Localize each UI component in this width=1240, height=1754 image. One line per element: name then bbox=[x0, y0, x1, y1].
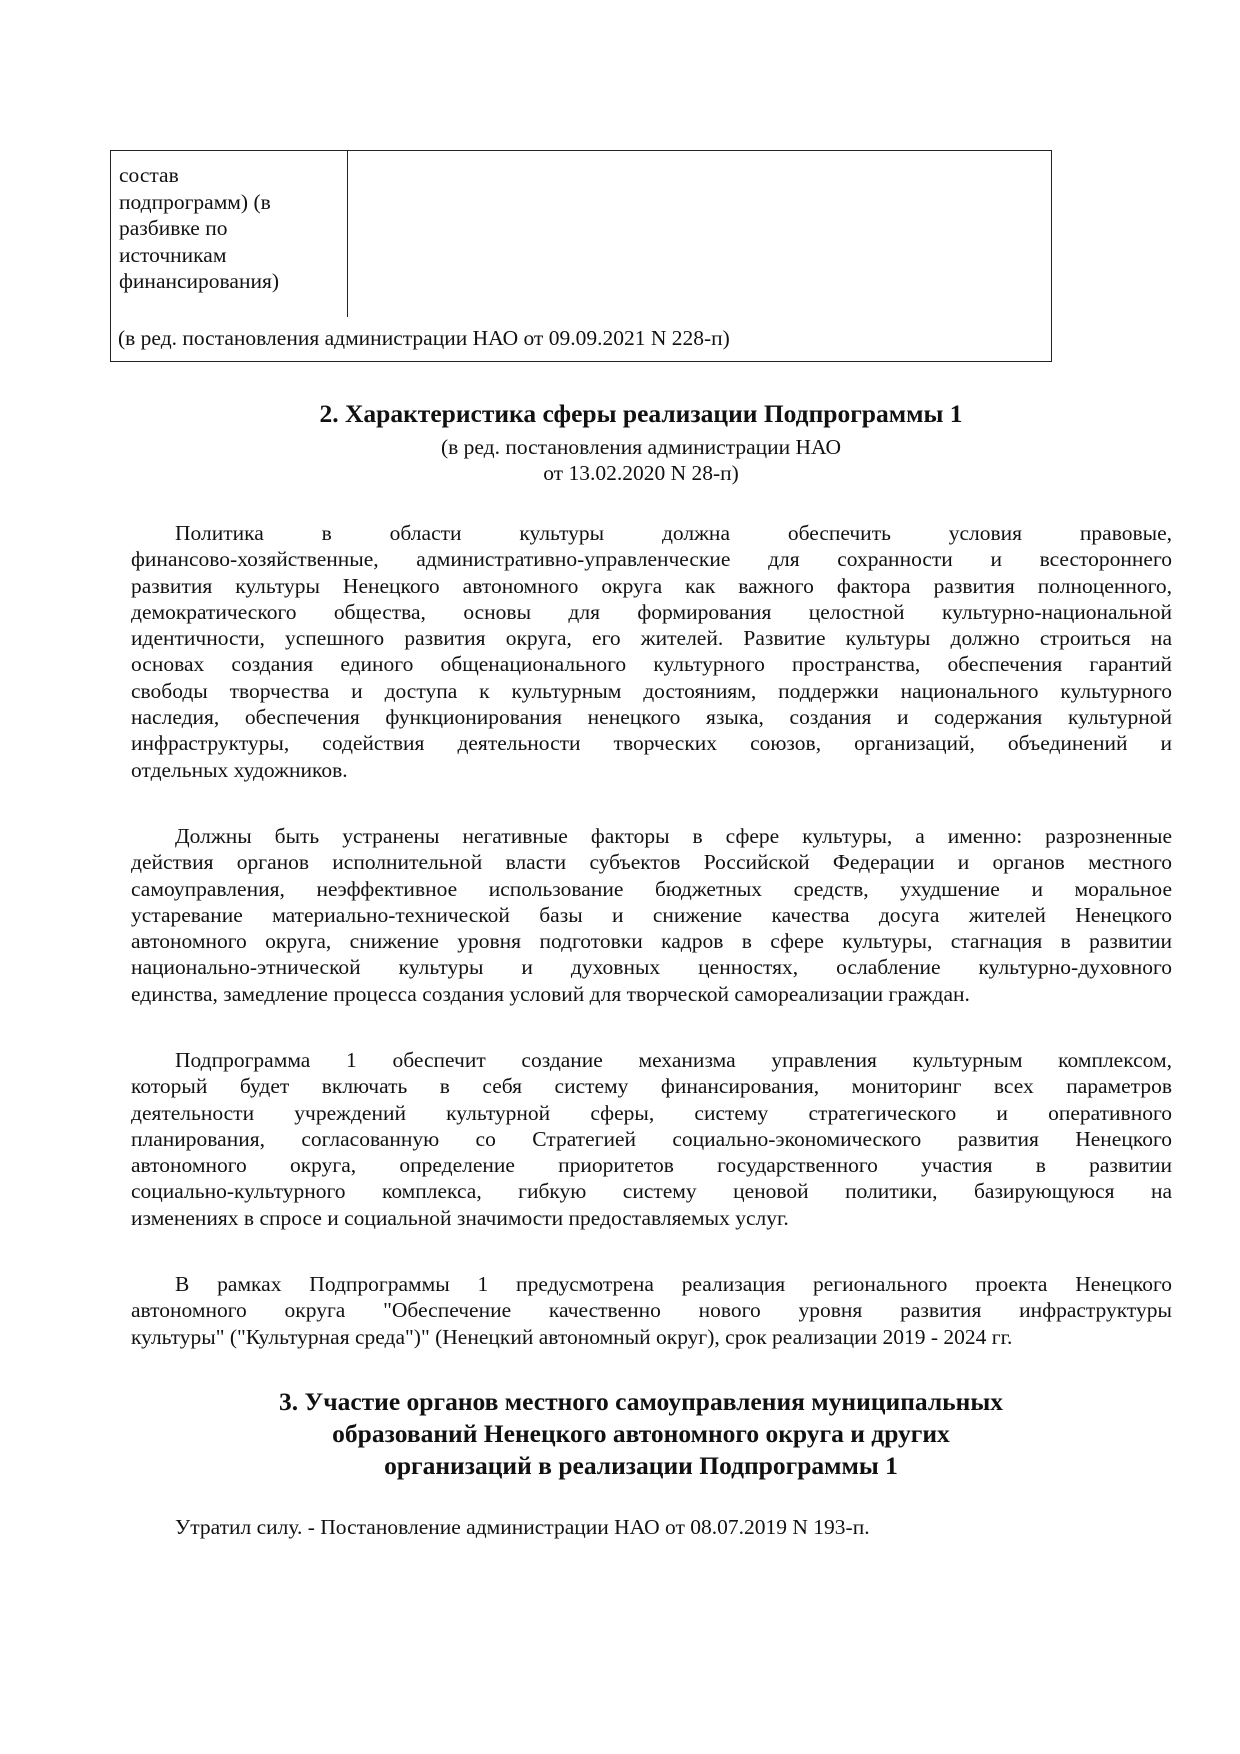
paragraph-3: Подпрограмма 1 обеспечит создание механизма управления культурным комплексом, который будет включать в себя систему финансирования, мониторинг всех параметров деятельности учреждений культурной сферы, систему стратегического и оперативного планирования, согласованную со Стратегией социально-экономического развития Ненецкого автономного округа, определение приоритетов государственного участия в развитии социально-культурного комплекса, гибкую систему ценовой политики, базирующуюся на изменениях в спросе и социальной значимости предоставляемых услуг. bbox=[131, 1048, 1172, 1230]
cell-line: подпрограмм) (в bbox=[119, 189, 271, 214]
paragraph-1: Политика в области культуры должна обеспечить условия правовые, финансово-хозяйственные, административно-управленческие для сохранности и всестороннего развития культуры Ненецкого автономного округа как важного фактора развития полноценного, демократического общества, основы для формирования целостной культурно-национальной идентичности, успешного развития округа, его жителей. Развитие культуры должно строиться на основах создания единого общенационального культурного пространства, обеспечения гарантий свободы творчества и доступа к культурным достояниям, поддержки национального культурного наследия, обеспечения функционирования ненецкого языка, создания и содержания культурной инфраструктуры, содействия деятельности творческих союзов, организаций, объединений и отдельных художников. bbox=[131, 521, 1172, 782]
table-divider bbox=[347, 151, 348, 317]
cell-line: состав bbox=[119, 163, 179, 187]
section-3-title: 3. Участие органов местного самоуправления муниципальных образований Ненецкого автономного округа и других организаций в реализации Подпрограммы 1 bbox=[278, 1387, 1004, 1480]
section-2-amendment-note: (в ред. постановления администрации НАО от 13.02.2020 N 28-п) bbox=[440, 435, 842, 485]
section-3-text: Утратил силу. - Постановление администрации НАО от 08.07.2019 N 193-п. bbox=[175, 1515, 870, 1539]
table-left-cell bbox=[119, 162, 339, 295]
table-amendment-note: (в ред. постановления администрации НАО от 09.09.2021 N 228-п) bbox=[118, 326, 730, 350]
paragraph-2: Должны быть устранены негативные факторы в сфере культуры, а именно: разрозненные действия органов исполнительной власти субъектов Российской Федерации и органов местного самоуправления, неэффективное использование бюджетных средств, ухудшение и моральное устаревание материально-технической базы и снижение качества досуга жителей Ненецкого автономного округа, снижение уровня подготовки кадров в сфере культуры, стагнация в развитии национально-этнической культуры и духовных ценностях, ослабление культурно-духовного единства, замедление процесса создания условий для творческой самореализации граждан. bbox=[131, 824, 1172, 1006]
paragraph-4: В рамках Подпрограммы 1 предусмотрена реализация регионального проекта Ненецкого автономного округа "Обеспечение качественно нового уровня развития инфраструктуры культуры" ("Культурная среда")" (Ненецкий автономный округ), срок реализации 2019 - 2024 гг. bbox=[131, 1272, 1172, 1349]
cell-line: разбивке по bbox=[119, 216, 228, 240]
passport-table bbox=[110, 150, 1052, 362]
cell-line: финансирования) bbox=[119, 269, 280, 293]
section-2-title: 2. Характеристика сферы реализации Подпрограммы 1 bbox=[319, 399, 963, 428]
cell-line: источникам bbox=[119, 242, 227, 267]
